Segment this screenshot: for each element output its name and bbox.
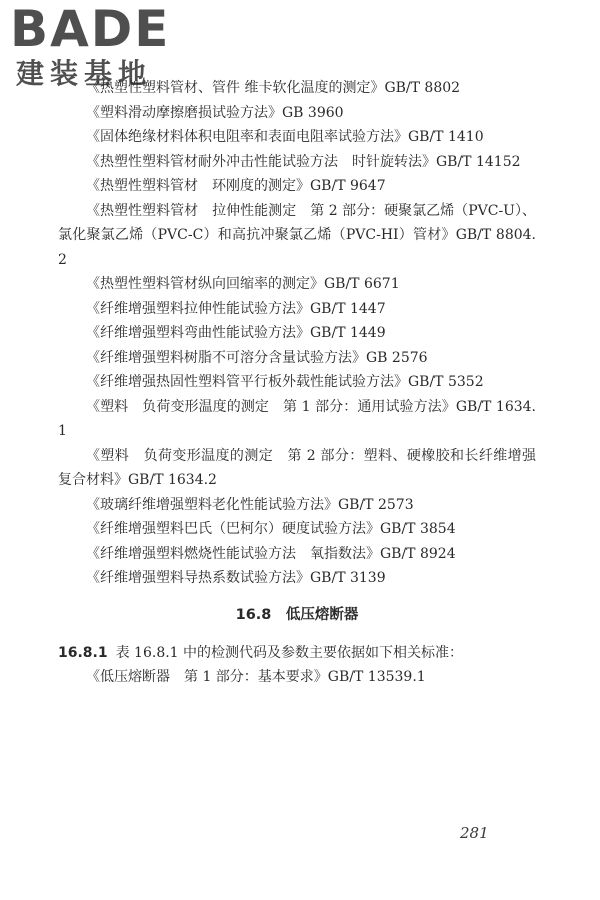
document-body [58,76,536,690]
standard-reference: 《热塑性塑料管材 环刚度的测定》GB/T 9647 [86,178,386,194]
standard-reference: 《塑料滑动摩擦磨损试验方法》GB 3960 [86,104,344,121]
logo-subtitle: 建装基地 [16,57,153,90]
standard-reference: 《低压熔断器 第 1 部分：基本要求》GB/T 13539.1 [86,669,426,685]
page-number: 281 [460,824,489,842]
standard-reference: 《热塑性塑料管材纵向回缩率的测定》GB/T 6671 [86,276,400,292]
standard-reference: 《热塑性塑料管材 拉伸性能测定 第 2 部分：硬聚氯乙烯（PVC-U）、氯化聚氯乙烯（PVC-C）和高抗冲聚氯乙烯（PVC-HI）管材》GB/T 8804.2 [58,202,536,268]
logo-wordmark: BADE [10,0,171,58]
clause-paragraph [58,641,536,666]
standard-reference: 《纤维增强塑料弯曲性能试验方法》GB/T 1449 [86,325,386,341]
standard-reference: 《纤维增强塑料导热系数试验方法》GB/T 3139 [86,570,386,586]
standard-reference: 《玻璃纤维增强塑料老化性能试验方法》GB/T 2573 [86,496,414,513]
standard-reference: 《纤维增强塑料树脂不可溶分含量试验方法》GB 2576 [86,349,428,366]
standard-reference: 《塑料 负荷变形温度的测定 第 1 部分：通用试验方法》GB/T 1634.1 [58,398,536,439]
clause-number: 16.8.1 [58,644,108,661]
standard-reference: 《纤维增强塑料巴氏（巴柯尔）硬度试验方法》GB/T 3854 [86,521,456,537]
standard-reference: 《纤维增强塑料拉伸性能试验方法》GB/T 1447 [86,300,386,317]
standard-reference: 《热塑性塑料管材耐外冲击性能试验方法 时针旋转法》GB/T 14152 [86,153,521,170]
standard-reference: 《纤维增强热固性塑料管平行板外载性能试验方法》GB/T 5352 [86,374,484,390]
clause-text: 表 16.8.1 中的检测代码及参数主要依据如下相关标准： [115,644,464,661]
section-heading: 16.8 低压熔断器 [235,606,359,623]
standard-reference: 《热塑性塑料管材、管件 维卡软化温度的测定》GB/T 8802 [86,80,461,96]
standard-reference: 《纤维增强塑料燃烧性能试验方法 氧指数法》GB/T 8924 [86,545,456,562]
standard-reference: 《塑料 负荷变形温度的测定 第 2 部分：塑料、硬橡胶和长纤维增强复合材料》GB/T 1634.2 [58,447,536,488]
standard-reference: 《固体绝缘材料体积电阻率和表面电阻率试验方法》GB/T 1410 [86,129,484,145]
